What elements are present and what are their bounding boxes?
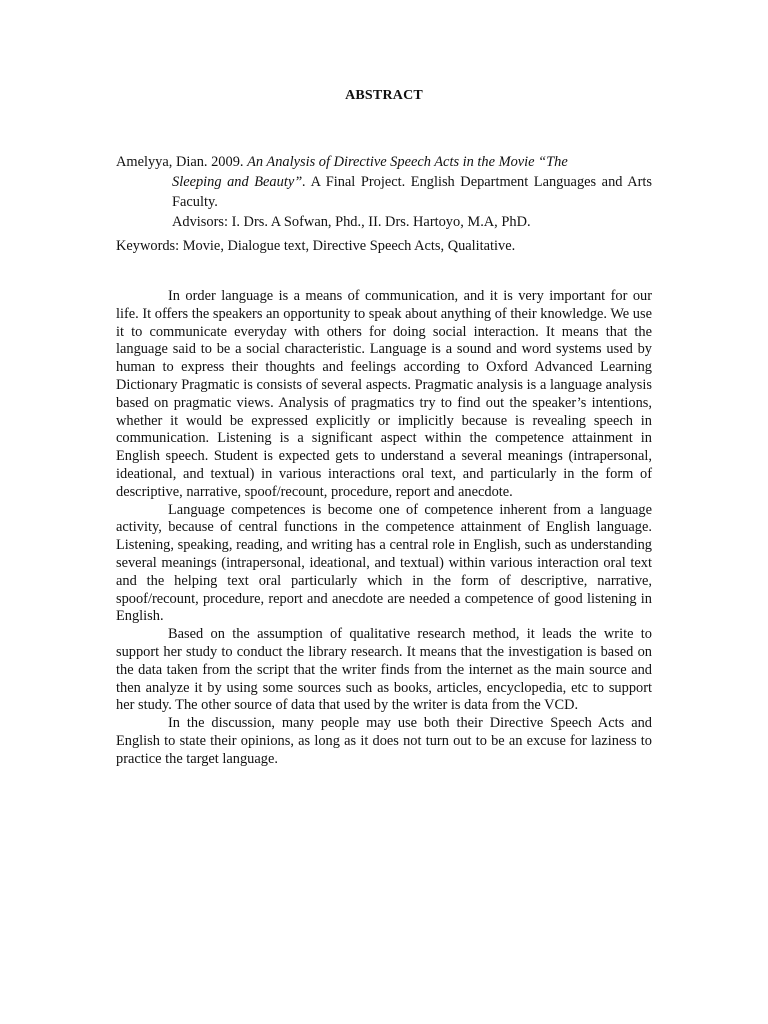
citation-work-title-part2: Sleeping and Beauty”. — [172, 174, 306, 190]
citation-publication: A Final Project. English Department Languages and Arts Faculty. — [172, 174, 653, 210]
abstract-paragraph: In the discussion, many people may use both their Directive Speech Acts and English to state their opinions, as long as it does not turn out to be an excuse for laziness to practice the target language. — [116, 715, 652, 767]
citation-author-year: Amelyya, Dian. 2009. — [116, 154, 244, 170]
citation-line-1 — [116, 152, 652, 172]
citation-advisors: Advisors: I. Drs. A Sofwan, Phd., II. Drs. Hartoyo, M.A, PhD. — [172, 214, 531, 230]
page-title: ABSTRACT — [345, 88, 423, 103]
keywords-line: Keywords: Movie, Dialogue text, Directive Speech Acts, Qualitative. — [116, 238, 516, 254]
abstract-paragraph: In order language is a means of communication, and it is very important for our life. It offers the speakers an opportunity to speak about anything of their knowledge. We use it to communicate everyday with others for doing social interaction. It means that the language said to be a social characteristic. Language is a sound and word systems used by human to express their thoughts and feelings according to Oxford Advanced Learning Dictionary Pragmatic is consists of several aspects. Pragmatic analysis is a language analysis based on pragmatic views. Analysis of pragmatics try to find out the speaker’s intentions, whether it would be expressed explicitly or implicitly because is revealing speech in communication. Listening is a significant aspect within the competence attainment in English speech. Student is expected gets to understand a several meanings (intrapersonal, ideational, and textual) in various interactions oral text, and particularly in the form of descriptive, narrative, spoof/recount, procedure, report and anecdote. — [116, 288, 652, 500]
abstract-body — [116, 288, 652, 769]
citation-block — [116, 152, 652, 232]
abstract-paragraph: Based on the assumption of qualitative research method, it leads the write to support her study to conduct the library research. It means that the investigation is based on the data taken from the script that the writer finds from the internet as the main source and then analyze it by using some sources such as books, articles, encyclopedia, etc to support her study. The other source of data that used by the writer is data from the VCD. — [116, 626, 652, 714]
abstract-paragraph: Language competences is become one of competence inherent from a language activity, because of central functions in the competence attainment of English language. Listening, speaking, reading, and writing has a central role in English, such as understanding several meanings (intrapersonal, ideational, and textual) within various interaction oral text and the helping text oral particularly which in the form of descriptive, narrative, spoof/recount, procedure, report and anecdote are needed a competence of good listening in English. — [116, 501, 652, 625]
citation-work-title-part1: An Analysis of Directive Speech Acts in the Movie “The — [247, 154, 568, 170]
citation-continuation — [116, 172, 652, 212]
